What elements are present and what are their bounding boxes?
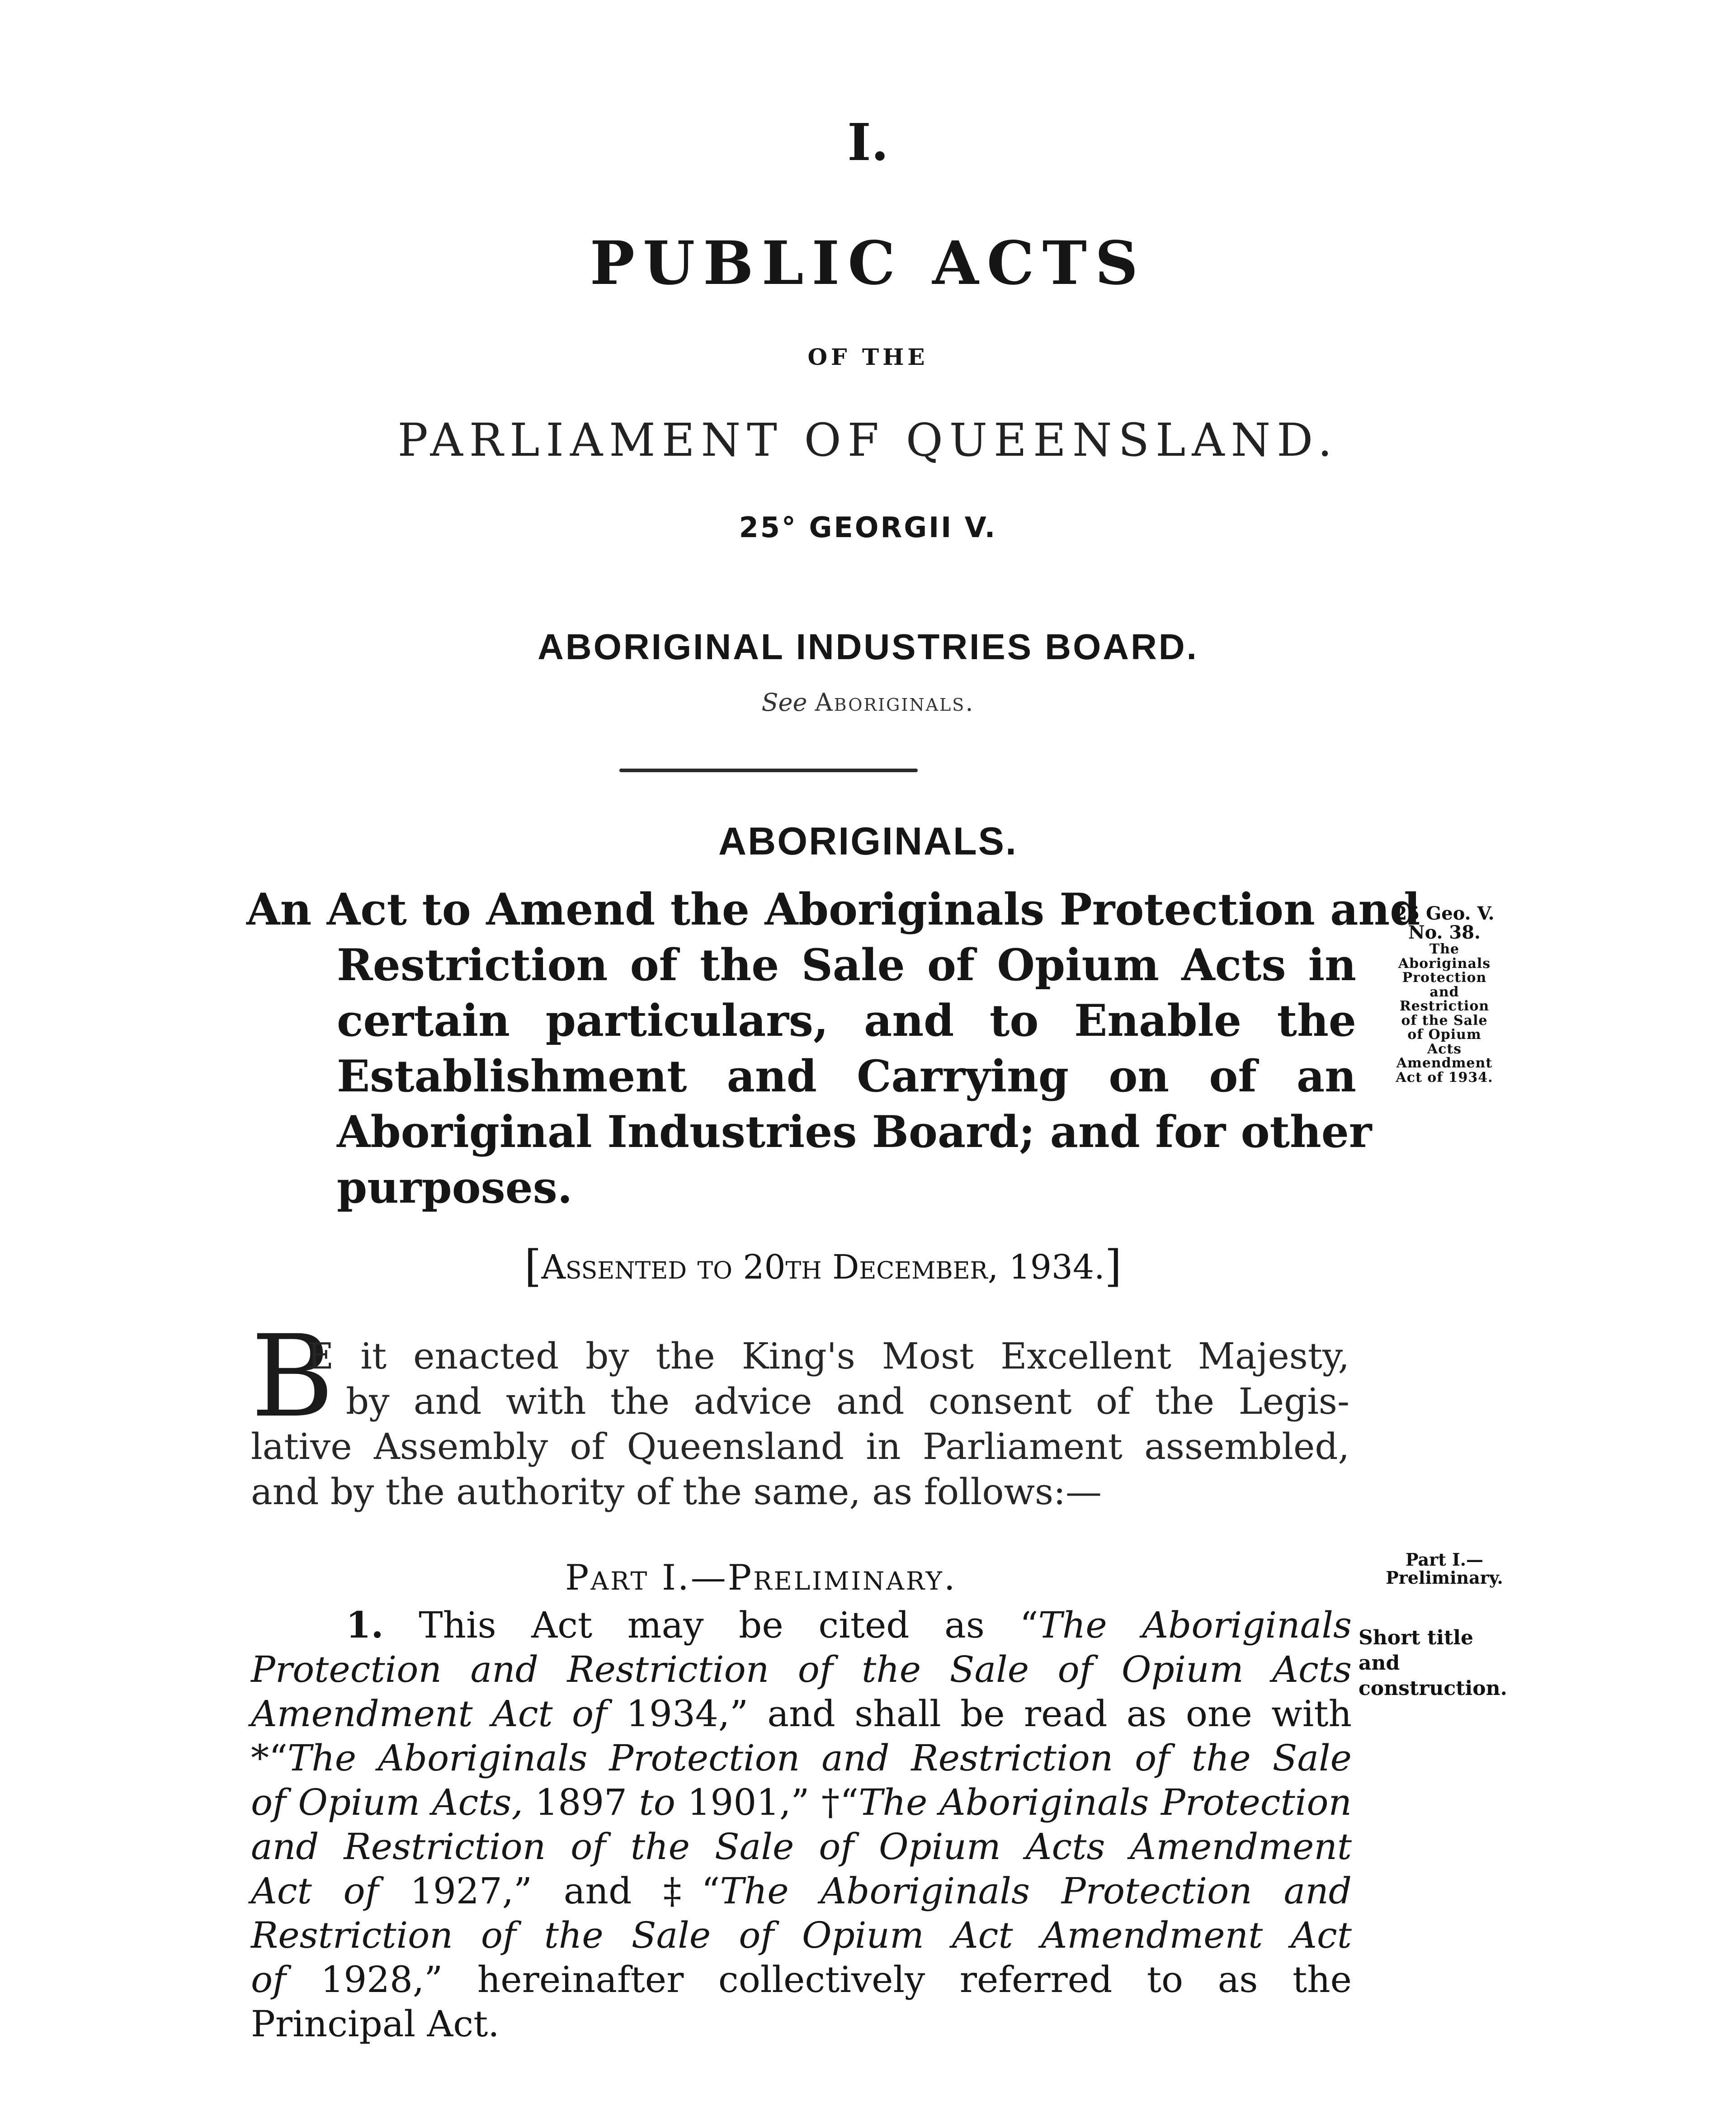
section-line: of 1928,” hereinafter collectively referred to as the [251, 1959, 1352, 2001]
section-line: Restriction of the Sale of Opium Act Amendment Act [251, 1914, 1352, 1956]
margin-section-line: construction. [1359, 1677, 1507, 1700]
enacting-line: E it enacted by the King's Most Excellent Majesty, [307, 1335, 1349, 1377]
act-index-heading: ABORIGINALS. [718, 820, 1018, 863]
margin-short-name-line: Amendment [1396, 1055, 1493, 1071]
margin-short-name-line: of Opium [1407, 1027, 1481, 1043]
section-line: 1. This Act may be cited as “The Aboriginals [346, 1604, 1352, 1646]
collection-title: PUBLIC ACTS [590, 228, 1146, 298]
margin-short-name-line: Protection [1402, 970, 1487, 986]
section-1 [251, 1603, 1352, 2046]
section-line: Protection and Restriction of the Sale of Opium Acts [251, 1648, 1352, 1690]
volume-numeral: I. [847, 113, 889, 172]
enacting-line: and by the authority of the same, as follows:— [251, 1471, 1102, 1513]
margin-part-line: Part I.— [1406, 1549, 1483, 1570]
parliament-name: PARLIAMENT OF QUEENSLAND. [397, 414, 1339, 467]
cross-reference-target: Aboriginals. [815, 688, 975, 717]
assent-date: [Assented to 20th December, 1934.] [524, 1241, 1122, 1292]
long-title-line: purposes. [337, 1162, 573, 1213]
long-title-line: Establishment and Carrying on of an [337, 1051, 1356, 1102]
margin-section-line: and [1359, 1652, 1400, 1675]
cross-reference [0, 688, 1736, 717]
margin-short-name-line: Aboriginals [1398, 955, 1491, 972]
margin-section-line: Short title [1359, 1626, 1474, 1649]
margin-part-line: Preliminary. [1386, 1567, 1503, 1588]
section-line: Act of 1927,” and ‡“The Aboriginals Protection and [251, 1870, 1352, 1912]
cross-reference-prefix: See [761, 688, 807, 717]
section-line: *“The Aboriginals Protection and Restriction of the Sale [251, 1737, 1352, 1779]
section-line: of Opium Acts, 1897 to 1901,” †“The Aboriginals Protection [251, 1781, 1352, 1823]
margin-short-name-line: The [1429, 941, 1460, 957]
margin-short-name-line: Restriction [1399, 998, 1490, 1014]
margin-short-name-line: of the Sale [1401, 1012, 1488, 1029]
long-title-line: Aboriginal Industries Board; and for other [337, 1106, 1372, 1157]
part-heading: Part I.—Preliminary. [565, 1558, 957, 1598]
margin-reign: 25 Geo. V. [1394, 903, 1495, 924]
long-title-line: certain particulars, and to Enable the [337, 995, 1356, 1046]
margin-short-name-line: Acts [1427, 1041, 1462, 1057]
drop-cap: B [251, 1311, 334, 1442]
section-line: Principal Act. [251, 2003, 500, 2045]
section-number: 1. [346, 1604, 384, 1646]
section-line: and Restriction of the Sale of Opium Acts Amendment [251, 1826, 1352, 1868]
assent-text: Assented to 20th December, 1934. [541, 1248, 1105, 1287]
long-title-line: An Act to Amend the Aboriginals Protection and [246, 884, 1420, 935]
long-title-line: Restriction of the Sale of Opium Acts in [337, 939, 1356, 991]
margin-short-name-line: Act of 1934. [1396, 1069, 1493, 1086]
enacting-line: by and with the advice and consent of the Legis- [346, 1380, 1349, 1422]
margin-citation [1359, 904, 1530, 1085]
margin-part-note [1359, 1551, 1530, 1587]
collection-subtitle-of-the: OF THE [807, 344, 929, 370]
margin-short-name-line: and [1429, 984, 1459, 1000]
section-line: Amendment Act of 1934,” and shall be read as one with [251, 1693, 1352, 1735]
enacting-formula [251, 1334, 1349, 1515]
act-long-title [246, 882, 1420, 1215]
margin-act-number: No. 38. [1408, 922, 1481, 943]
enacting-line: lative Assembly of Queensland in Parliament assembled, [251, 1425, 1349, 1468]
margin-section-note [1359, 1625, 1548, 1701]
regnal-year: 25° GEORGII V. [739, 511, 997, 544]
section-divider [619, 769, 918, 772]
board-index-heading: ABORIGINAL INDUSTRIES BOARD. [538, 627, 1198, 667]
